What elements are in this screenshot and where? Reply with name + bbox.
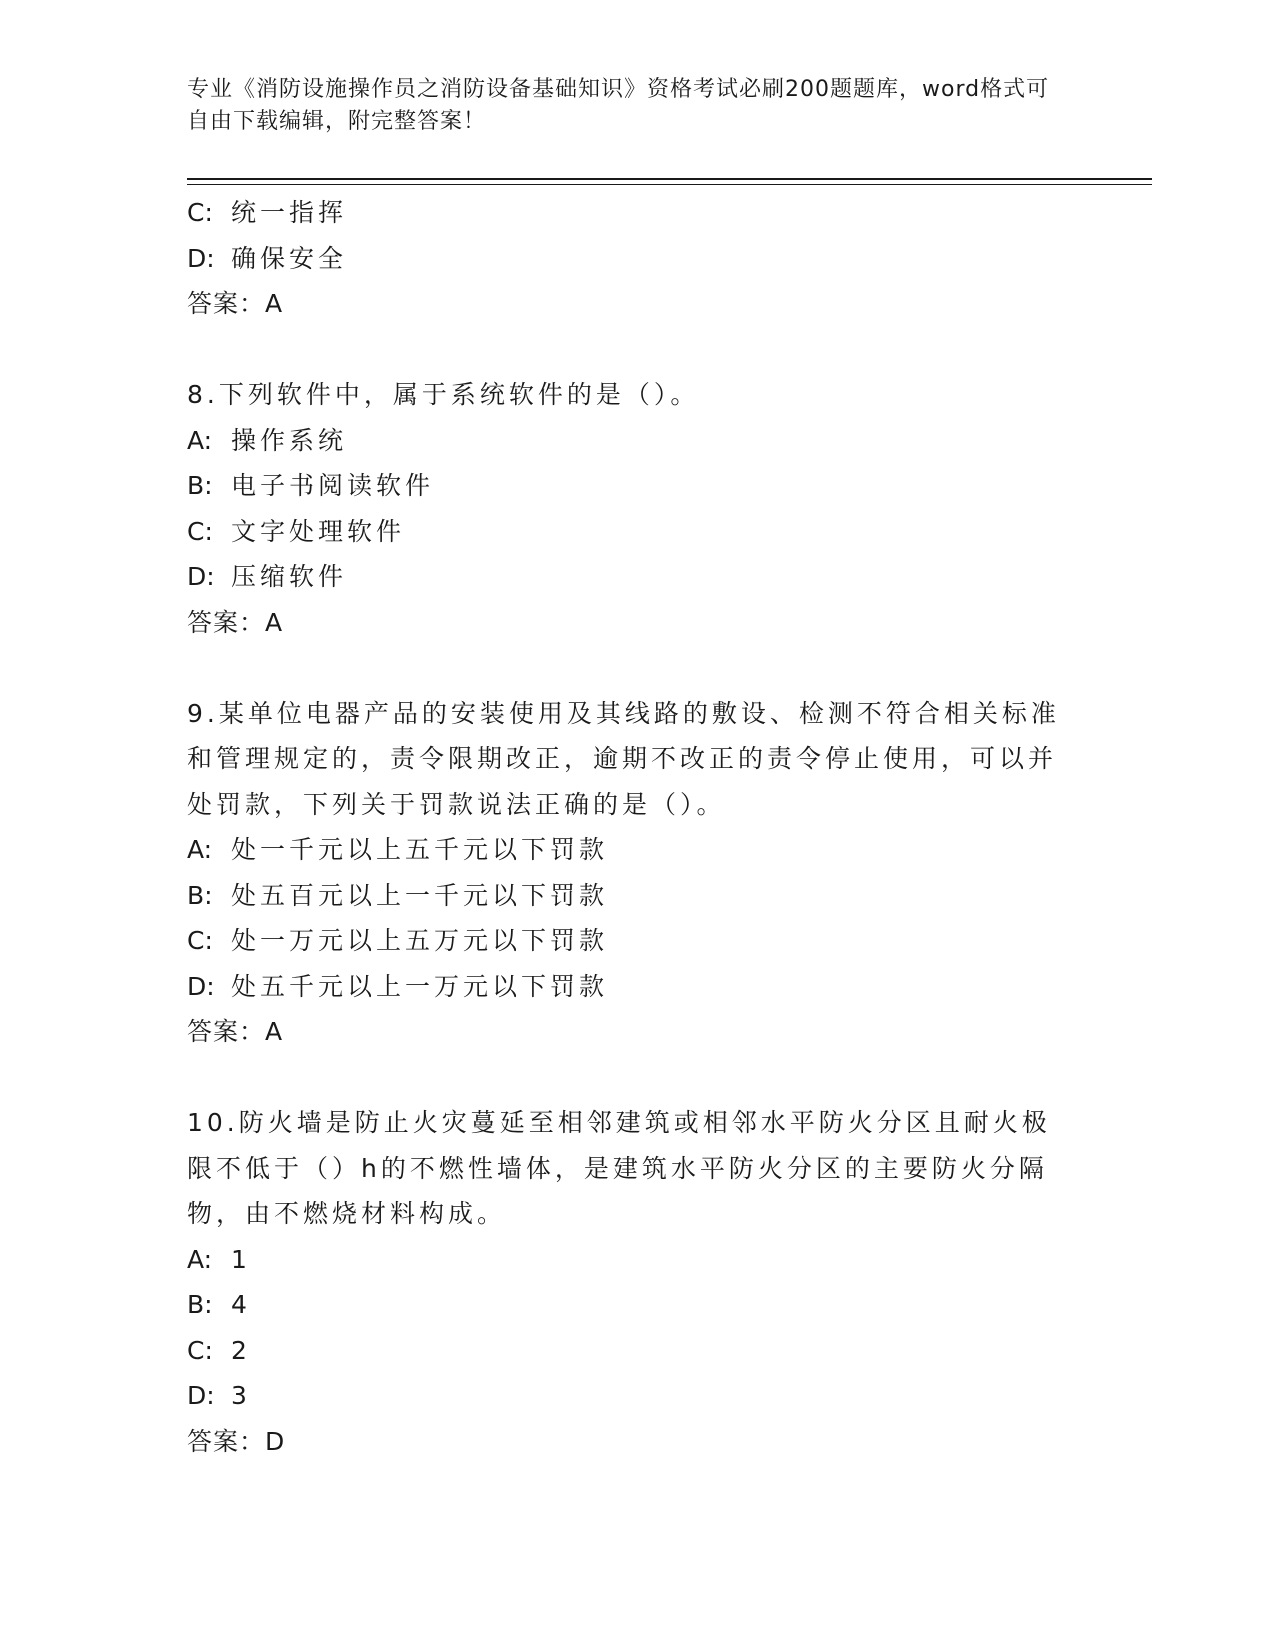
option-a: [187, 1237, 1077, 1283]
question-stem: 8.下列软件中，属于系统软件的是（）。: [187, 380, 700, 409]
option-c: [187, 1328, 1077, 1374]
option-c: [187, 509, 1077, 555]
option-text: 处五百元以上一千元以下罚款: [231, 880, 609, 910]
answer-line: [187, 1419, 1077, 1465]
option-text: 处一千元以上五千元以下罚款: [231, 835, 609, 864]
header-rule-thick: [187, 178, 1152, 180]
answer-value: D: [265, 1426, 285, 1456]
answer-line: [187, 1009, 1077, 1055]
option-text: 3: [231, 1381, 251, 1410]
option-letter: B:: [187, 471, 213, 500]
spacer: [187, 327, 1077, 373]
option-text: 压缩软件: [231, 562, 348, 591]
question-9: [187, 691, 1077, 1055]
answer-line: [187, 281, 1077, 327]
spacer: [187, 645, 1077, 691]
option-letter: A:: [187, 425, 213, 455]
option-letter: B:: [187, 1290, 213, 1319]
option-letter: C:: [187, 926, 213, 955]
option-a: [187, 418, 1077, 464]
option-letter: D:: [187, 971, 215, 1001]
option-letter: C:: [187, 198, 213, 227]
answer-label: 答案：: [187, 1017, 266, 1046]
option-b: [187, 1282, 1077, 1328]
option-c: [187, 190, 1077, 236]
header-rule-thin: [187, 184, 1152, 185]
continued-question: [187, 190, 1077, 327]
option-letter: D:: [187, 243, 215, 273]
option-text: 操作系统: [231, 425, 348, 455]
option-letter: B:: [187, 880, 213, 910]
option-letter: A:: [187, 835, 213, 864]
option-text: 电子书阅读软件: [231, 471, 435, 500]
option-text: 文字处理软件: [231, 516, 406, 546]
answer-label: 答案：: [187, 1426, 266, 1456]
option-a: [187, 827, 1077, 873]
option-letter: A:: [187, 1244, 213, 1274]
option-text: 4: [231, 1290, 251, 1319]
option-d: [187, 554, 1077, 600]
option-letter: C:: [187, 516, 213, 546]
option-text: 处五千元以上一万元以下罚款: [231, 971, 609, 1001]
option-d: [187, 964, 1077, 1010]
option-letter: D:: [187, 1381, 215, 1410]
option-b: [187, 873, 1077, 919]
question-list: [187, 190, 1077, 1464]
option-text: 确保安全: [231, 243, 348, 273]
option-b: [187, 463, 1077, 509]
answer-line: [187, 600, 1077, 646]
option-text: 2: [231, 1335, 251, 1365]
question-8: [187, 372, 1077, 645]
option-d: [187, 236, 1077, 282]
spacer: [187, 1055, 1077, 1101]
option-letter: C:: [187, 1335, 213, 1365]
answer-value: A: [265, 289, 283, 318]
option-text: 处一万元以上五万元以下罚款: [231, 926, 609, 955]
question-stem: 10.防火墙是防止火灾蔓延至相邻建筑或相邻水平防火分区且耐火极限不低于（）h的不燃性墙体，是建筑水平防火分区的主要防火分隔物，由不燃烧材料构成。: [187, 1108, 1051, 1228]
option-d: [187, 1373, 1077, 1419]
question-10: [187, 1100, 1077, 1464]
answer-value: A: [265, 1017, 283, 1046]
option-text: 统一指挥: [231, 198, 348, 227]
option-c: [187, 918, 1077, 964]
option-text: 1: [231, 1244, 251, 1274]
answer-value: A: [265, 607, 283, 637]
document-header: 专业《消防设施操作员之消防设备基础知识》资格考试必刷200题题库，word格式可自由下载编辑，附完整答案！: [187, 77, 1050, 134]
answer-label: 答案：: [187, 607, 266, 637]
option-letter: D:: [187, 562, 215, 591]
question-stem: 9.某单位电器产品的安装使用及其线路的敷设、检测不符合相关标准和管理规定的，责令限期改正，逾期不改正的责令停止使用，可以并处罚款，下列关于罚款说法正确的是（）。: [187, 698, 1060, 819]
answer-label: 答案：: [187, 289, 266, 318]
